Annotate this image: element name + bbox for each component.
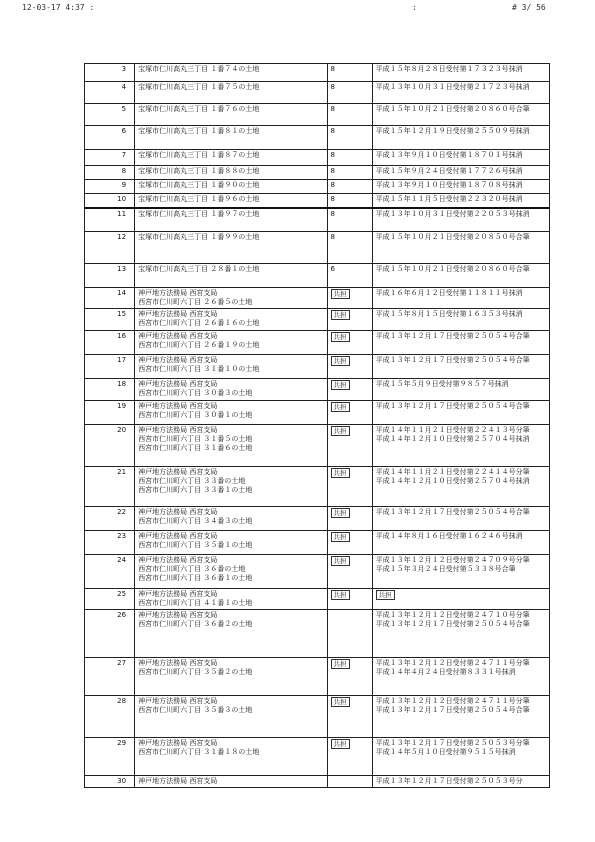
row-number: 26 [85, 610, 135, 658]
registration-line: 平成１５年８月１５日受付第１６３５３号抹消 [375, 310, 523, 318]
mark-cell [327, 589, 372, 610]
property-location [135, 589, 327, 610]
location-line: 宝塚市仁川高丸三丁目 １番８８の土地 [138, 167, 260, 175]
table-row [85, 555, 550, 589]
location-line: 西宮市仁川町六丁目 ３５番１の土地 [138, 541, 253, 549]
mark-cell [327, 738, 372, 776]
registration-line: 平成１３年１２月１２日受付第２４７１０号分筆 [375, 611, 530, 619]
location-line: 神戸地方法務局 西宮支局 [138, 289, 218, 297]
registration-record [372, 194, 549, 208]
fax-header [0, 3, 595, 17]
registration-line: 平成１４年５月１０日受付第９５１５号抹消 [375, 748, 516, 756]
location-line: 神戸地方法務局 西宮支局 [138, 739, 218, 747]
location-line: 神戸地方法務局 西宮支局 [138, 777, 218, 785]
location-line: 西宮市仁川町六丁目 ３１番５の土地 [138, 435, 253, 443]
location-line: 神戸地方法務局 西宮支局 [138, 532, 218, 540]
property-location [135, 309, 327, 331]
registration-line: 平成１３年１２月１７日受付第２５０５３号分筆 [375, 739, 530, 747]
property-location [135, 104, 327, 126]
property-location [135, 194, 327, 208]
row-number: 24 [85, 555, 135, 589]
rank-number: 6 [330, 265, 335, 273]
row-number: 3 [85, 64, 135, 82]
mark-cell [327, 309, 372, 331]
location-line: 西宮市仁川町六丁目 ３３番の土地 [138, 477, 246, 485]
table-row [85, 64, 550, 82]
location-line: 神戸地方法務局 西宮支局 [138, 380, 218, 388]
table-row [85, 738, 550, 776]
location-line: 宝塚市仁川高丸三丁目 １番９７の土地 [138, 209, 260, 218]
mark-cell [327, 355, 372, 379]
registration-line: 平成１５年１２月１９日受付第２５５０９号抹消 [375, 127, 530, 135]
table-row [85, 507, 550, 531]
property-location [135, 467, 327, 507]
registration-line: 平成１５年９月２４日受付第１７７２６号抹消 [375, 167, 523, 175]
table-row [85, 194, 550, 208]
table-row [85, 180, 550, 194]
registration-record [372, 401, 549, 425]
location-line: 神戸地方法務局 西宮支局 [138, 356, 218, 364]
location-line: 宝塚市仁川高丸三丁目 １番８１の土地 [138, 127, 260, 135]
mark-cell [327, 288, 372, 309]
mark-cell [327, 331, 372, 355]
registration-line: 平成１５年１０月２１日受付第２０８６０号合筆 [375, 105, 530, 113]
registration-line: 平成１４年１２月１０日受付第２５７０４号抹消 [375, 435, 530, 443]
table-row [85, 82, 550, 104]
mark-cell [327, 776, 372, 788]
registration-line: 平成１４年１２月１０日受付第２５７０４号抹消 [375, 477, 530, 485]
row-number: 21 [85, 467, 135, 507]
row-number: 4 [85, 82, 135, 104]
row-number: 9 [85, 180, 135, 194]
rank-number: 8 [330, 167, 335, 175]
joint-collateral-stamp: 共担 [331, 508, 350, 518]
table-row [85, 425, 550, 467]
registration-record [372, 232, 549, 264]
location-line: 西宮市仁川町六丁目 ３０番１の土地 [138, 411, 253, 419]
property-location [135, 610, 327, 658]
table-row [85, 104, 550, 126]
property-location [135, 555, 327, 589]
joint-collateral-stamp: 共担 [331, 659, 350, 669]
mark-cell [327, 555, 372, 589]
registration-record [372, 355, 549, 379]
location-line: 西宮市仁川町六丁目 ３３番１の土地 [138, 486, 253, 494]
location-line: 宝塚市仁川高丸三丁目 １番９０の土地 [138, 181, 260, 189]
registration-line: 平成１４年８月１６日受付第１６２４６号抹消 [375, 532, 523, 540]
registration-record [372, 776, 549, 788]
property-location [135, 776, 327, 788]
registration-record [372, 555, 549, 589]
property-location [135, 355, 327, 379]
table-row [85, 658, 550, 696]
property-location [135, 738, 327, 776]
mark-cell [327, 194, 372, 208]
property-location [135, 531, 327, 555]
location-line: 神戸地方法務局 西宮支局 [138, 659, 218, 667]
table-row [85, 126, 550, 150]
row-number: 27 [85, 658, 135, 696]
table-row [85, 696, 550, 738]
row-number: 12 [85, 232, 135, 264]
mark-cell [327, 531, 372, 555]
registration-line: 平成１６年６月１２日受付第１１８１１号抹消 [375, 289, 523, 297]
registration-line: 平成１４年１１月２１日受付第２２４１４号分筆 [375, 468, 530, 476]
joint-collateral-stamp: 共担 [331, 532, 350, 542]
registration-record [372, 589, 549, 610]
location-line: 西宮市仁川町六丁目 ３０番３の土地 [138, 389, 253, 397]
registration-line: 平成１３年１０月３１日受付第２２０５３号抹消 [375, 209, 530, 218]
registration-line: 平成１３年１２月１２日受付第２４７１１号分筆 [375, 659, 530, 667]
location-line: 神戸地方法務局 西宮支局 [138, 468, 218, 476]
location-line: 西宮市仁川町六丁目 ２６番１６の土地 [138, 319, 260, 327]
mark-cell [327, 82, 372, 104]
joint-collateral-stamp: 共担 [331, 697, 350, 707]
rank-number: 8 [330, 209, 335, 218]
table-row [85, 166, 550, 180]
row-number: 29 [85, 738, 135, 776]
row-number: 10 [85, 194, 135, 208]
registration-record [372, 507, 549, 531]
table-row [85, 309, 550, 331]
property-location [135, 232, 327, 264]
rank-number: 8 [330, 181, 335, 189]
location-line: 宝塚市仁川高丸三丁目 １番７５の土地 [138, 83, 260, 91]
location-line: 西宮市仁川町六丁目 ３１番６の土地 [138, 444, 253, 452]
row-number: 16 [85, 331, 135, 355]
registry-table-body [85, 64, 550, 788]
location-line: 宝塚市仁川高丸三丁目 １番９９の土地 [138, 233, 260, 241]
joint-collateral-stamp: 共担 [331, 356, 350, 366]
registration-record [372, 264, 549, 288]
mark-cell [327, 264, 372, 288]
location-line: 神戸地方法務局 西宮支局 [138, 697, 218, 705]
table-row [85, 288, 550, 309]
registration-line: 平成１４年１１月２１日受付第２２４１３号分筆 [375, 426, 530, 434]
table-row [85, 355, 550, 379]
registration-record [372, 425, 549, 467]
joint-collateral-stamp: 共担 [331, 310, 350, 320]
property-location [135, 425, 327, 467]
rank-number: 8 [330, 195, 335, 203]
registration-line: 平成１３年９月１０日受付第１８７０８号抹消 [375, 181, 523, 189]
row-number: 7 [85, 150, 135, 166]
location-line: 神戸地方法務局 西宮支局 [138, 426, 218, 434]
row-number: 8 [85, 166, 135, 180]
registration-line: 平成１３年１２月１２日受付第２４７１１号分筆 [375, 697, 530, 705]
property-location [135, 64, 327, 82]
table-row [85, 589, 550, 610]
row-number: 5 [85, 104, 135, 126]
location-line: 西宮市仁川町六丁目 ３６番２の土地 [138, 620, 253, 628]
joint-collateral-stamp: 共担 [331, 289, 350, 299]
fax-page-number: # 3/ 56 [512, 3, 546, 12]
property-location [135, 507, 327, 531]
property-location [135, 331, 327, 355]
property-location [135, 150, 327, 166]
location-line: 宝塚市仁川高丸三丁目 １番８７の土地 [138, 151, 260, 159]
registry-table [84, 63, 550, 788]
location-line: 神戸地方法務局 西宮支局 [138, 556, 218, 564]
registration-record [372, 166, 549, 180]
location-line: 宝塚市仁川高丸三丁目 １番９６の土地 [138, 195, 260, 203]
registration-line: 平成１３年１２月１７日受付第２５０５４号合筆 [375, 620, 530, 628]
registration-record [372, 104, 549, 126]
registration-line: 平成１５年５月９日受付第９８５７号抹消 [375, 380, 509, 388]
row-number: 11 [85, 208, 135, 232]
registration-record [372, 288, 549, 309]
fax-datetime: 12-03-17 4:37 : [22, 3, 95, 12]
mark-cell [327, 425, 372, 467]
rank-number: 8 [330, 151, 335, 159]
mark-cell [327, 467, 372, 507]
location-line: 神戸地方法務局 西宮支局 [138, 310, 218, 318]
registration-record [372, 531, 549, 555]
table-row [85, 232, 550, 264]
property-location [135, 208, 327, 232]
registration-record [372, 610, 549, 658]
registration-record [372, 208, 549, 232]
registration-line: 平成１４年４月２４日受付第８３３１号抹消 [375, 668, 516, 676]
row-number: 17 [85, 355, 135, 379]
row-number: 13 [85, 264, 135, 288]
registration-record [372, 658, 549, 696]
mark-cell [327, 232, 372, 264]
registration-record [372, 696, 549, 738]
row-number: 18 [85, 379, 135, 401]
mark-cell [327, 126, 372, 150]
location-line: 西宮市仁川町六丁目 ２６番５の土地 [138, 298, 253, 306]
mark-cell [327, 696, 372, 738]
registration-line: 平成１３年１２月１７日受付第２５０５４号合筆 [375, 332, 530, 340]
row-number: 25 [85, 589, 135, 610]
property-location [135, 82, 327, 104]
location-line: 西宮市仁川町六丁目 ３１番１８の土地 [138, 748, 260, 756]
property-location [135, 264, 327, 288]
registration-line: 平成１５年１０月２１日受付第２０８６０号合筆 [375, 265, 530, 273]
property-location [135, 126, 327, 150]
location-line: 西宮市仁川町六丁目 ３６番の土地 [138, 565, 246, 573]
mark-cell [327, 401, 372, 425]
row-number: 28 [85, 696, 135, 738]
table-row [85, 331, 550, 355]
joint-collateral-stamp: 共担 [331, 590, 350, 600]
table-row [85, 776, 550, 788]
rank-number: 8 [330, 127, 335, 135]
registration-line: 平成１３年１２月１７日受付第２５０５３号分 [375, 777, 523, 785]
table-row [85, 467, 550, 507]
mark-cell [327, 507, 372, 531]
property-location [135, 180, 327, 194]
row-number: 19 [85, 401, 135, 425]
row-number: 14 [85, 288, 135, 309]
registration-line: 平成１３年１２月１７日受付第２５０５４号合筆 [375, 508, 530, 516]
row-number: 6 [85, 126, 135, 150]
joint-collateral-stamp: 共担 [331, 556, 350, 566]
mark-cell [327, 610, 372, 658]
registration-record [372, 738, 549, 776]
table-row [85, 379, 550, 401]
property-location [135, 166, 327, 180]
property-location [135, 401, 327, 425]
location-line: 西宮市仁川町六丁目 ３４番３の土地 [138, 517, 253, 525]
rank-number: 8 [330, 105, 335, 113]
fax-separator: : [412, 3, 417, 12]
location-line: 西宮市仁川町六丁目 ４１番１の土地 [138, 599, 253, 607]
registration-line: 平成１３年１２月１７日受付第２５０５４号合筆 [375, 356, 530, 364]
rank-number: 8 [330, 65, 335, 73]
table-row [85, 264, 550, 288]
joint-collateral-stamp: 共担 [331, 380, 350, 390]
registration-line: 平成１３年１２月１７日受付第２５０５４号合筆 [375, 402, 530, 410]
mark-cell [327, 208, 372, 232]
mark-cell [327, 379, 372, 401]
location-line: 宝塚市仁川高丸三丁目 ２８番１の土地 [138, 265, 260, 273]
location-line: 神戸地方法務局 西宮支局 [138, 332, 218, 340]
registration-line: 平成１３年１２月１７日受付第２５０５４号合筆 [375, 706, 530, 714]
table-row [85, 610, 550, 658]
joint-collateral-stamp: 共担 [331, 739, 350, 749]
location-line: 神戸地方法務局 西宮支局 [138, 508, 218, 516]
registration-line: 平成１３年１２月１２日受付第２４７０９号分筆 [375, 556, 530, 564]
joint-collateral-stamp: 共担 [331, 402, 350, 412]
registration-line: 平成１５年３月２４日受付第５３３８号合筆 [375, 565, 516, 573]
registration-line: 平成１５年１０月２１日受付第２０８５０号合筆 [375, 233, 530, 241]
row-number: 23 [85, 531, 135, 555]
registration-record [372, 467, 549, 507]
row-number: 20 [85, 425, 135, 467]
location-line: 西宮市仁川町六丁目 ３６番１の土地 [138, 574, 253, 582]
table-row [85, 531, 550, 555]
joint-collateral-stamp: 共担 [331, 332, 350, 342]
joint-collateral-stamp: 共担 [331, 426, 350, 436]
registration-record [372, 64, 549, 82]
registration-line: 平成１５年８月２８日受付第１７３２３号抹消 [375, 65, 523, 73]
location-line: 神戸地方法務局 西宮支局 [138, 402, 218, 410]
table-row [85, 150, 550, 166]
mark-cell [327, 180, 372, 194]
property-location [135, 658, 327, 696]
joint-collateral-stamp: 共担 [376, 590, 395, 600]
registration-record [372, 379, 549, 401]
row-number: 30 [85, 776, 135, 788]
property-location [135, 288, 327, 309]
location-line: 西宮市仁川町六丁目 ３５番２の土地 [138, 668, 253, 676]
table-row [85, 401, 550, 425]
property-location [135, 379, 327, 401]
registration-record [372, 150, 549, 166]
table-row [85, 208, 550, 232]
registration-record [372, 309, 549, 331]
location-line: 宝塚市仁川高丸三丁目 １番７４の土地 [138, 65, 260, 73]
location-line: 西宮市仁川町六丁目 ３５番３の土地 [138, 706, 253, 714]
registration-record [372, 126, 549, 150]
registration-record [372, 180, 549, 194]
registration-line: 平成１５年１１月５日受付第２２３２０号抹消 [375, 195, 523, 203]
mark-cell [327, 104, 372, 126]
rank-number: 8 [330, 83, 335, 91]
registration-record [372, 82, 549, 104]
location-line: 神戸地方法務局 西宮支局 [138, 611, 218, 619]
registration-line: 平成１３年９月１０日受付第１８７０１号抹消 [375, 151, 523, 159]
property-location [135, 696, 327, 738]
joint-collateral-stamp: 共担 [331, 468, 350, 478]
location-line: 西宮市仁川町六丁目 ２６番１９の土地 [138, 341, 260, 349]
registration-record [372, 331, 549, 355]
mark-cell [327, 150, 372, 166]
mark-cell [327, 658, 372, 696]
location-line: 宝塚市仁川高丸三丁目 １番７６の土地 [138, 105, 260, 113]
row-number: 15 [85, 309, 135, 331]
location-line: 神戸地方法務局 西宮支局 [138, 590, 218, 598]
registration-line: 平成１３年１０月３１日受付第２１７２３号抹消 [375, 83, 530, 91]
mark-cell [327, 166, 372, 180]
mark-cell [327, 64, 372, 82]
row-number: 22 [85, 507, 135, 531]
location-line: 西宮市仁川町六丁目 ３１番１０の土地 [138, 365, 260, 373]
rank-number: 8 [330, 233, 335, 241]
